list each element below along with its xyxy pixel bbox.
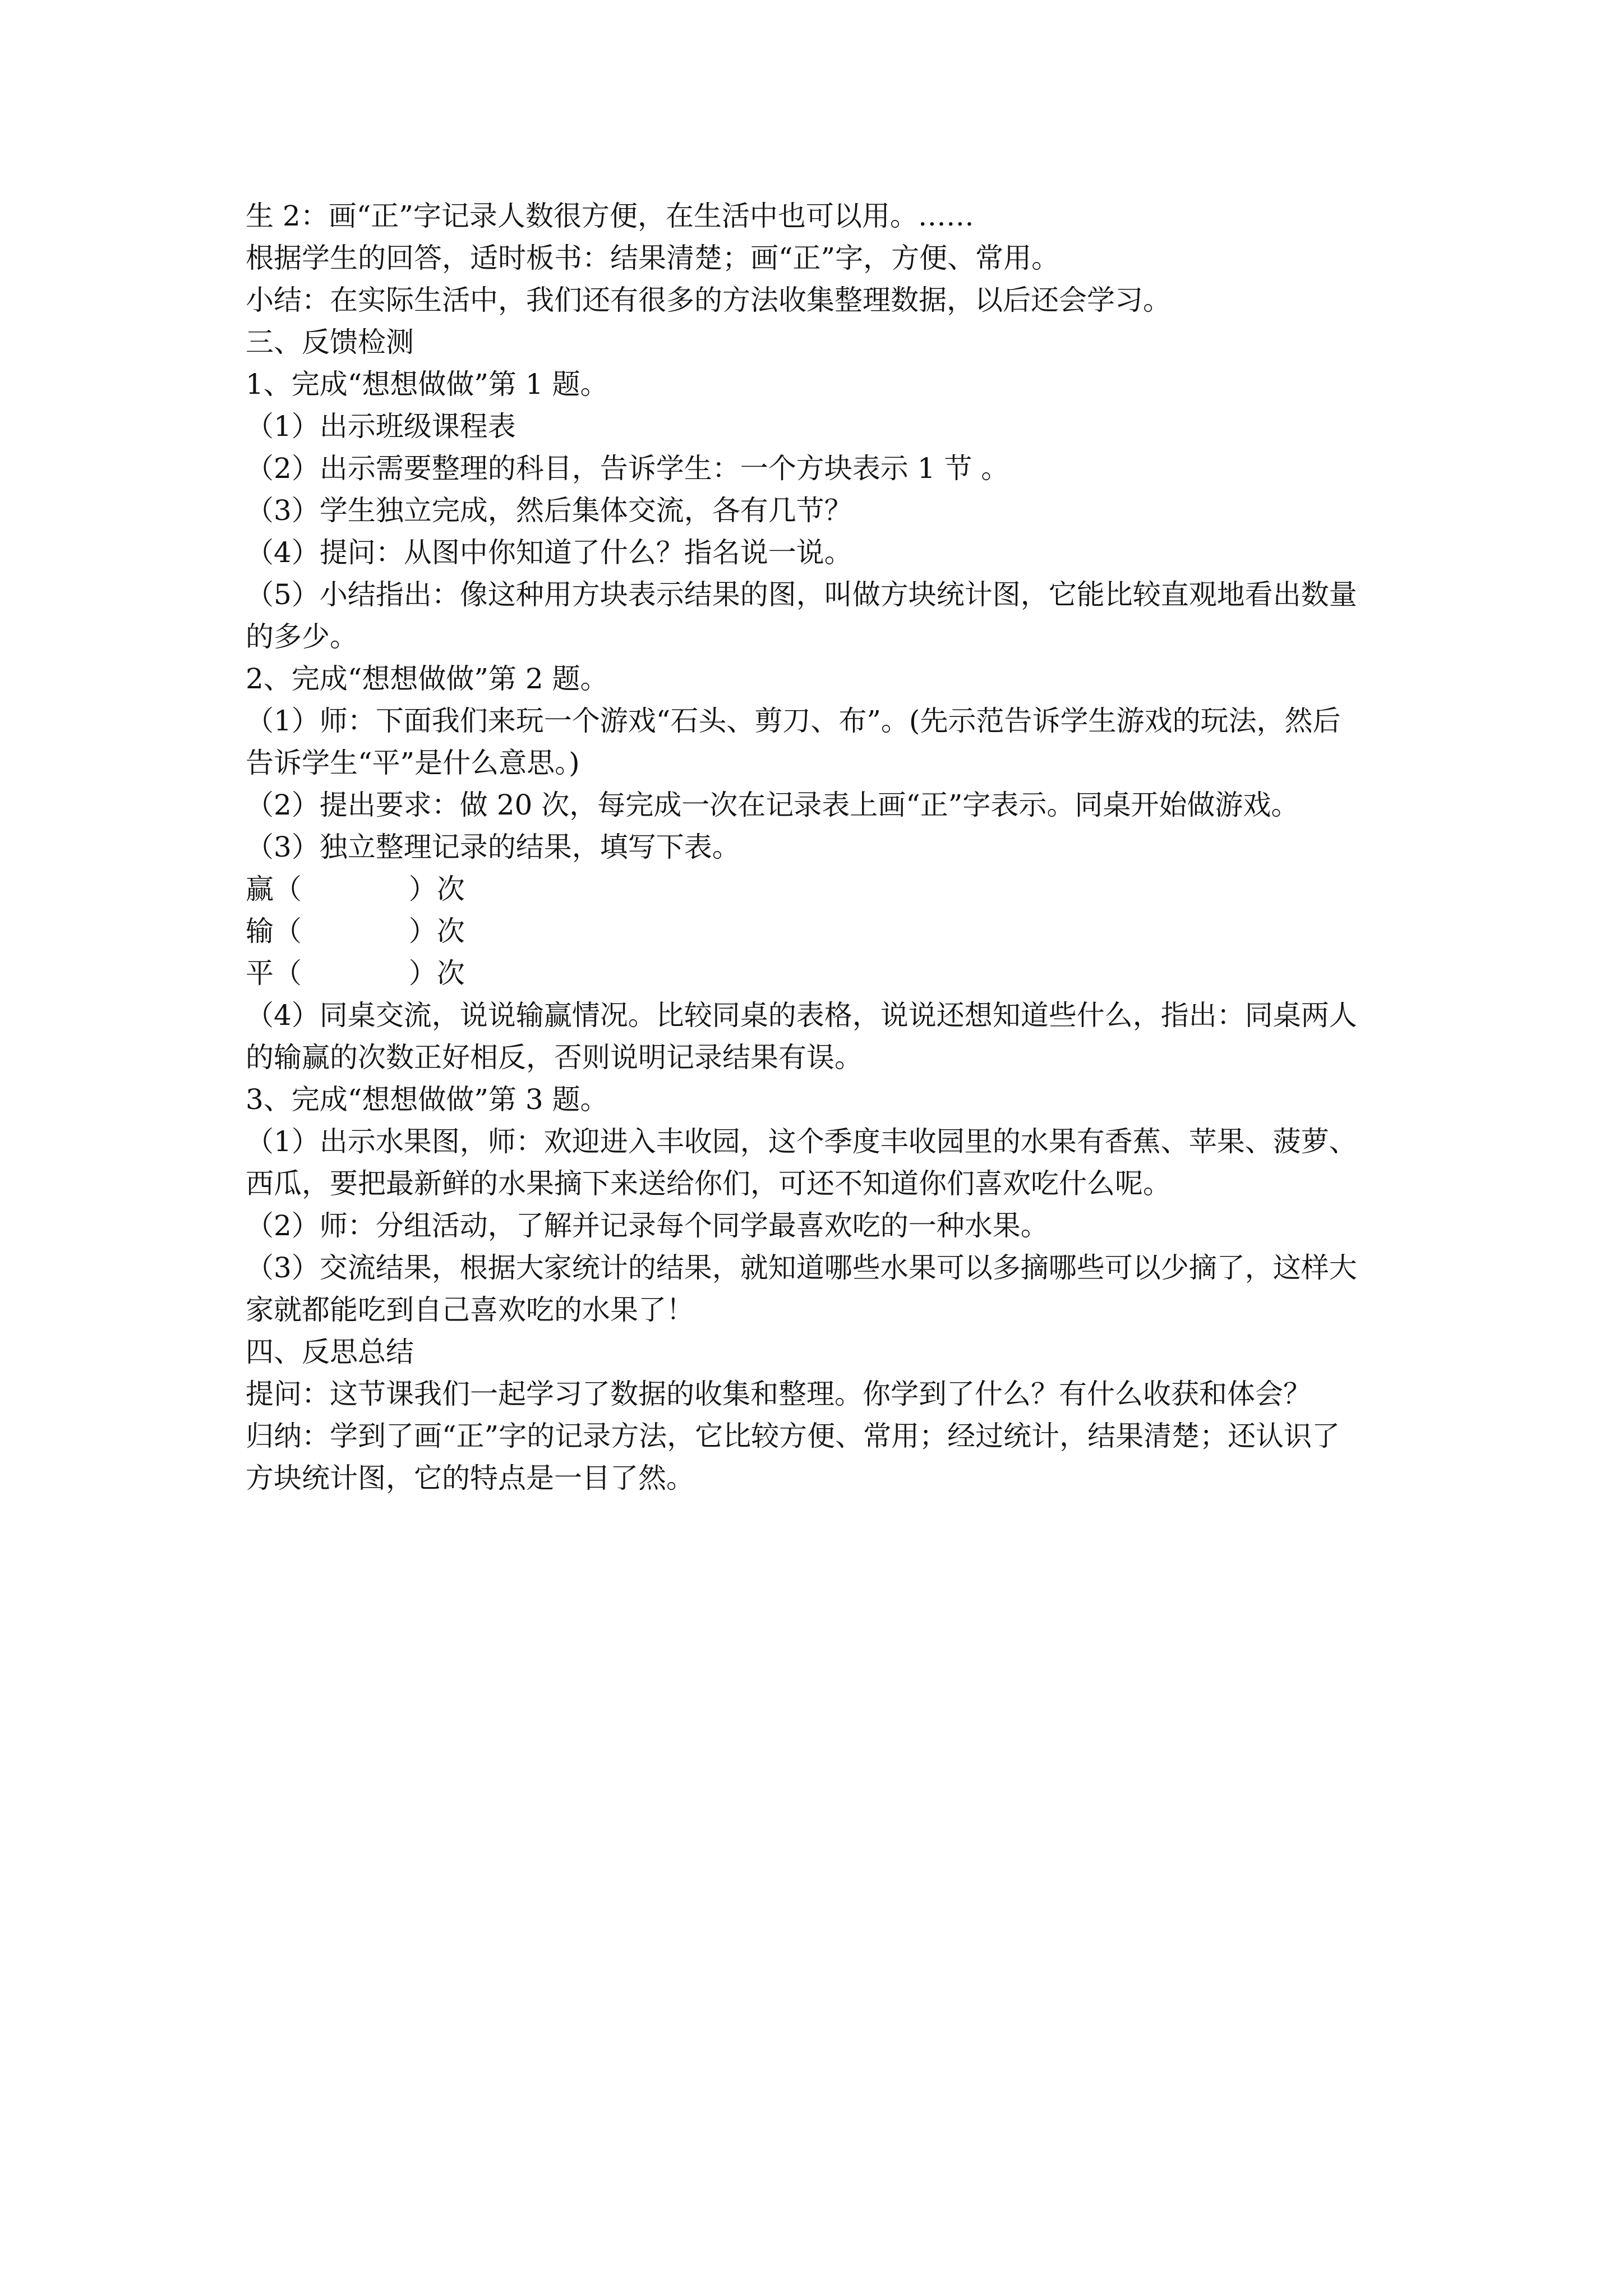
text-line: （2）提出要求：做 20 次，每完成一次在记录表上画“正”字表示。同桌开始做游戏。: [246, 789, 1299, 821]
section-heading: 三、反馈检测: [246, 326, 414, 358]
text-line: 方块统计图，它的特点是一目了然。: [246, 1462, 694, 1494]
record-row-draw: 平（ ）次: [246, 957, 465, 990]
text-line: 生 2：画“正”字记录人数很方便，在生活中也可以用。……: [246, 200, 974, 232]
text-line: 提问：这节课我们一起学习了数据的收集和整理。你学到了什么？有什么收获和体会？: [246, 1378, 1311, 1410]
text-line: 3、完成“想想做做”第 3 题。: [246, 1083, 608, 1116]
text-line: （4）同桌交流，说说输赢情况。比较同桌的表格，说说还想知道些什么，指出：同桌两人: [246, 999, 1357, 1032]
record-row-lose: 输（ ）次: [246, 915, 465, 947]
text-line: （3）独立整理记录的结果，填写下表。: [246, 831, 740, 863]
text-line: 的多少。: [246, 620, 358, 653]
record-row-win: 赢（ ）次: [246, 873, 465, 905]
text-line: 家就都能吃到自己喜欢吃的水果了！: [246, 1294, 694, 1326]
text-line: （2）出示需要整理的科目，告诉学生：一个方块表示 1 节 。: [246, 452, 1009, 485]
text-line: 西瓜，要把最新鲜的水果摘下来送给你们，可还不知道你们喜欢吃什么呢。: [246, 1167, 1171, 1200]
text-line: （3）学生独立完成，然后集体交流，各有几节？: [246, 494, 852, 527]
text-line: （5）小结指出：像这种用方块表示结果的图，叫做方块统计图，它能比较直观地看出数量: [246, 578, 1357, 611]
text-line: 1、完成“想想做做”第 1 题。: [246, 368, 608, 401]
document-body: [246, 195, 1401, 1499]
text-line: 归纳：学到了画“正”字的记录方法，它比较方便、常用；经过统计，结果清楚；还认识了: [246, 1420, 1340, 1452]
text-line: 告诉学生“平”是什么意思。): [246, 747, 580, 779]
text-line: （1）出示水果图，师：欢迎进入丰收园，这个季度丰收园里的水果有香蕉、苹果、菠萝、: [246, 1125, 1357, 1158]
text-line: 2、完成“想想做做”第 2 题。: [246, 662, 608, 695]
text-line: （1）师：下面我们来玩一个游戏“石头、剪刀、布”。(先示范告诉学生游戏的玩法，然后: [246, 705, 1341, 737]
text-line: 小结：在实际生活中，我们还有很多的方法收集整理数据，以后还会学习。: [246, 284, 1171, 316]
text-line: （2）师：分组活动，了解并记录每个同学最喜欢吃的一种水果。: [246, 1209, 1049, 1242]
text-line: （3）交流结果，根据大家统计的结果，就知道哪些水果可以多摘哪些可以少摘了，这样大: [246, 1251, 1357, 1284]
text-line: 的输赢的次数正好相反，否则说明记录结果有误。: [246, 1041, 863, 1074]
text-line: （4）提问：从图中你知道了什么？指名说一说。: [246, 536, 852, 569]
section-heading: 四、反思总结: [246, 1336, 414, 1368]
text-line: （1）出示班级课程表: [246, 410, 516, 443]
text-line: 根据学生的回答，适时板书：结果清楚；画“正”字，方便、常用。: [246, 242, 1060, 274]
